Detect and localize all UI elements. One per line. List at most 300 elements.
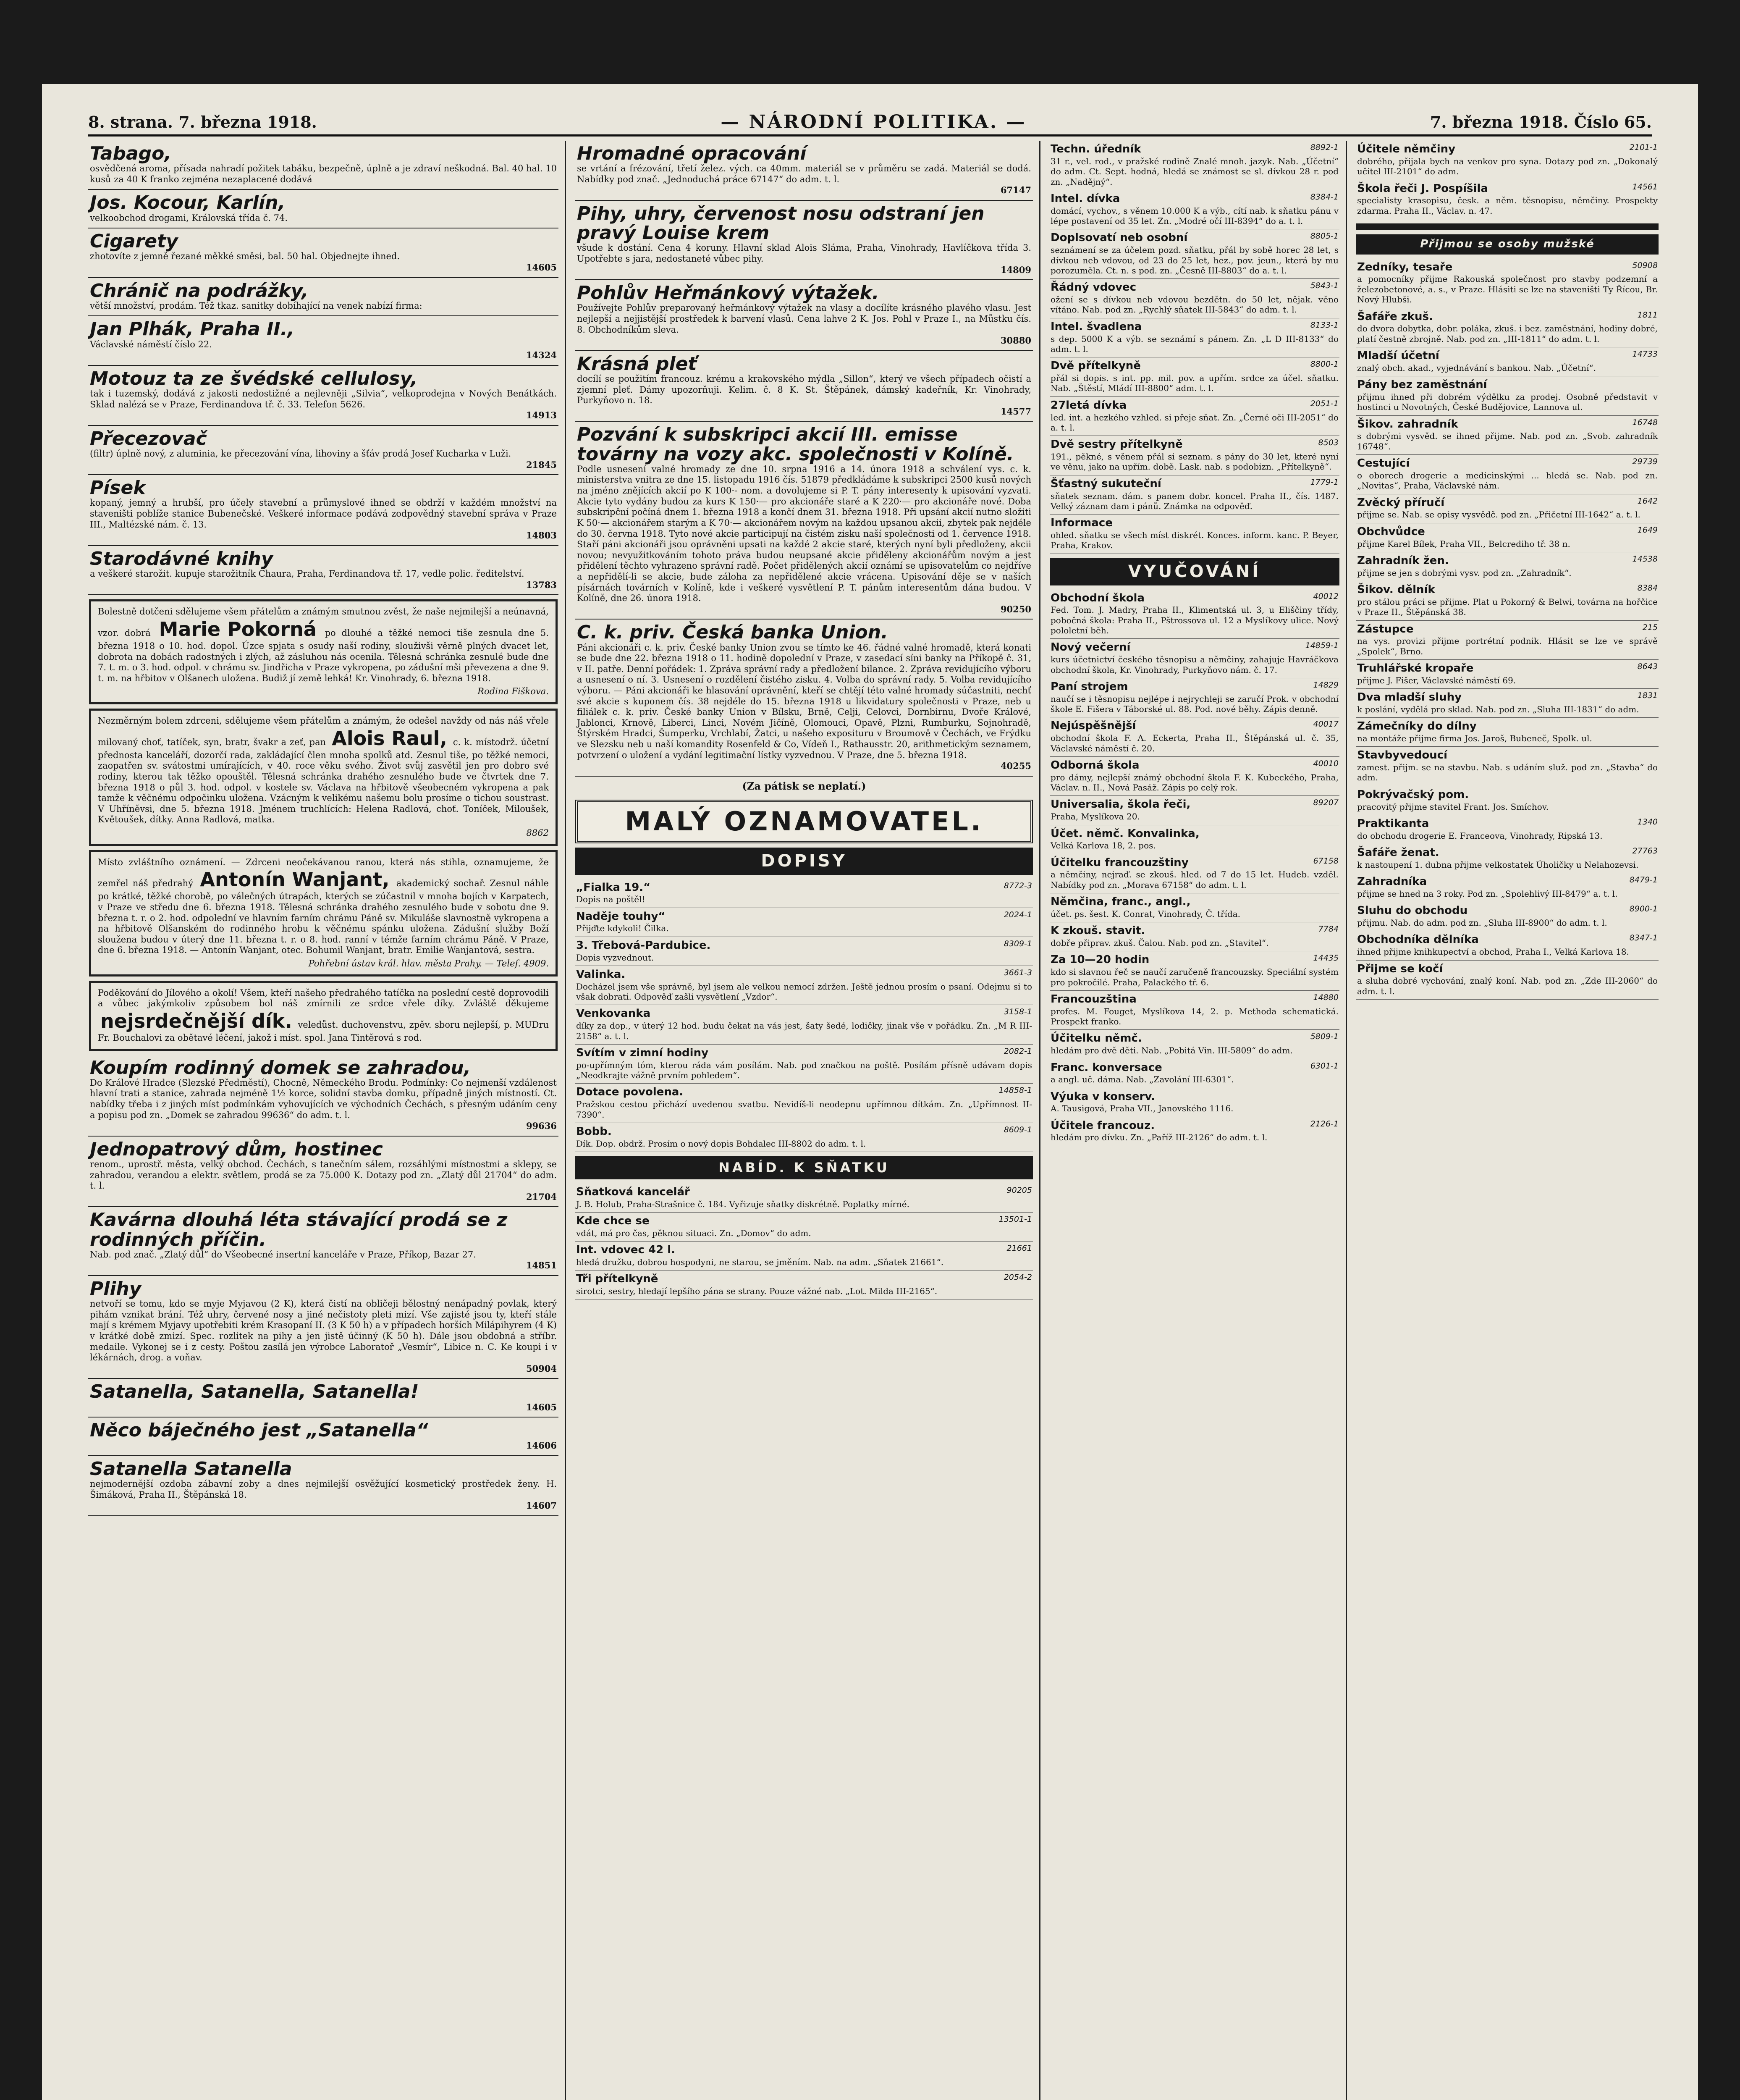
classified-text: a němčiny, nejraď. se zkouš. hled. od 7 do 15 let. Hudeb. vzděl. Nabídky pod zn. „Morava 67158“ do adm. t. l. bbox=[1051, 869, 1339, 890]
classified-keyword: Intel. dívka bbox=[1051, 192, 1120, 205]
classified-keyword-line bbox=[1051, 798, 1339, 811]
classified-ref-number: 29739 bbox=[1632, 457, 1658, 467]
classified-ref-number: 215 bbox=[1642, 622, 1658, 632]
ad-headline: Jos. Kocour, Karlín, bbox=[90, 192, 286, 214]
advertisement bbox=[88, 546, 558, 595]
ad-number: 14851 bbox=[526, 1260, 557, 1271]
classified-keyword: Naděje touhy“ bbox=[576, 910, 666, 923]
classified-ad bbox=[1356, 347, 1659, 376]
classified-ad bbox=[575, 937, 1033, 966]
classified-keyword-line bbox=[1357, 554, 1658, 568]
classified-text: Pražskou cestou přichází uvedenou svatbu. Nevidíš-li neodepnu upřímnou dítkám. Zn. „Upřímnost II-7390“. bbox=[576, 1099, 1032, 1120]
classified-ref-number: 8309-1 bbox=[1004, 939, 1032, 948]
classified-keyword: Dotace povolena. bbox=[576, 1086, 684, 1099]
classified-ref-number: 14538 bbox=[1632, 554, 1658, 564]
ad-number: 40255 bbox=[1000, 761, 1031, 772]
classified-ref-number: 14561 bbox=[1632, 182, 1658, 192]
classified-text: hledá družku, dobrou hospodyni, ne starou, se jměním. Nab. na adm. „Sňatek 21661“. bbox=[576, 1257, 944, 1267]
classified-ref-number: 2101-1 bbox=[1629, 143, 1658, 152]
classified-ref-number: 8772-3 bbox=[1004, 881, 1032, 890]
classified-keyword-line bbox=[1357, 691, 1658, 704]
classified-ad bbox=[575, 1242, 1033, 1270]
classified-keyword: Paní strojem bbox=[1051, 680, 1128, 693]
classified-keyword: Tři přítelkyně bbox=[576, 1273, 658, 1286]
classified-keyword-line bbox=[1357, 846, 1658, 860]
classified-keyword-line bbox=[1357, 378, 1658, 392]
classified-text: a sluha dobré vychování, znalý koní. Nab. pod zn. „Zde III-2060“ do adm. t. l. bbox=[1357, 976, 1658, 996]
obituary-name: Alois Raul, bbox=[332, 727, 447, 750]
classified-text: naučí se i těsnopisu nejlépe i nejrychleji se zaručí Prok. v obchodní škole E. Fišera v Táborské ul. 88. Pod. nové běhy. Zápis denně. bbox=[1051, 693, 1339, 714]
classified-keyword: Universalia, škola řeči, bbox=[1051, 798, 1191, 811]
classified-ad bbox=[1050, 1030, 1339, 1059]
ad-headline: Písek bbox=[90, 477, 146, 499]
classified-ref-number: 8384-1 bbox=[1310, 192, 1339, 202]
classified-ad bbox=[575, 1084, 1033, 1123]
classified-ad bbox=[1050, 436, 1339, 475]
classified-text: kdo si slavnou řeč se naučí zaručeně francouzsky. Speciální systém pro pokročilé. Praha, Palackého tř. 6. bbox=[1051, 967, 1339, 987]
classified-keyword-line bbox=[1357, 457, 1658, 470]
classified-keyword: Int. vdovec 42 l. bbox=[576, 1244, 676, 1257]
classified-ad bbox=[1050, 1117, 1339, 1146]
classified-ad bbox=[575, 879, 1033, 908]
ad-headline: Koupím rodinný domek se zahradou, bbox=[90, 1057, 471, 1079]
classified-ref-number: 40010 bbox=[1313, 759, 1339, 768]
ad-headline: Starodávné knihy bbox=[90, 548, 273, 570]
classified-ref-number: 8133-1 bbox=[1310, 320, 1339, 330]
classified-ad bbox=[1050, 796, 1339, 825]
advertisement bbox=[88, 190, 558, 228]
classified-keyword-line bbox=[1357, 933, 1658, 947]
classified-text: dobře připrav. zkuš. Čalou. Nab. pod zn. „Stavitel“. bbox=[1051, 938, 1269, 948]
classified-keyword: Účitele francouz. bbox=[1051, 1119, 1155, 1132]
ad-headline: Přecezovač bbox=[90, 428, 207, 449]
classified-keyword: Techn. úředník bbox=[1051, 143, 1141, 155]
classified-keyword-line bbox=[1051, 1032, 1339, 1045]
classified-keyword-line bbox=[1051, 192, 1339, 206]
ad-number: 67147 bbox=[1000, 185, 1031, 196]
column-rule bbox=[1346, 141, 1347, 2100]
classified-text: ožení se s dívkou neb vdovou bezdětn. do 50 let, nějak. věno vítáno. Nab. pod zn. „Rychlý sňatek III-5843“ do adm. t. l. bbox=[1051, 294, 1339, 315]
classified-keyword-line bbox=[576, 881, 1032, 895]
section-heading-jobs bbox=[1356, 223, 1659, 230]
classified-keyword: Doplsovatí neb osobní bbox=[1051, 231, 1188, 244]
classified-keyword-line bbox=[1051, 953, 1339, 967]
ad-text: (filtr) úplně nový, z aluminia, ke přecezování vína, lihoviny a šťáv prodá Josef Kucharka v Luži. bbox=[90, 449, 511, 459]
classified-keyword-line bbox=[1051, 993, 1339, 1006]
obituary-body: akademický sochař. Zesnul náhle po krátké, těžké chorobě, po válečných útrapách, kterých se zúčastnil v mnoha bojích v Karpatech, v Praze ve středu dne 6. března 1918. Tělesná schránka drahého zesnulého bude v sobotu dne 9. března t. r. o 2. hod. odpolední ve hlavním farním chrámu Páně sv. Mikuláše slavnostně vykropena a na hřbitově Olšanském do rodinného hrobu k věčnému spánku uložena. Zádušní služby Boží sloužena budou v úterý dne 11. března t. r. o 8. hod. ranní v témže farním chrámu Páně. V Praze, dne 6. března 1918. — Antonín Wanjant, otec. Bohumil Wanjant, bratr. Emilie Wanjantová, sestra. bbox=[98, 878, 549, 956]
ad-number: 30880 bbox=[1000, 335, 1031, 346]
classified-ad bbox=[1050, 678, 1339, 718]
classified-keyword-line bbox=[1051, 719, 1339, 733]
classified-keyword-line bbox=[1051, 231, 1339, 245]
classified-ad bbox=[1050, 825, 1339, 854]
classified-text: led. int. a hezkého vzhled. si přeje sňat. Zn. „Černé oči III-2051“ do a. t. l. bbox=[1051, 412, 1339, 433]
classified-keyword: Zahradníka bbox=[1357, 875, 1427, 888]
classified-ref-number: 8503 bbox=[1318, 438, 1339, 448]
classified-text: k poslání, vydělá pro sklad. Nab. pod zn. „Sluha III-1831“ do adm. bbox=[1357, 704, 1639, 714]
classified-ref-number: 1642 bbox=[1637, 496, 1658, 506]
classified-ref-number: 13501-1 bbox=[998, 1215, 1032, 1224]
classified-text: specialisty krasopisu, česk. a něm. těsnopisu, němčiny. Prospekty zdarma. Praha II., Václav. n. 47. bbox=[1357, 195, 1658, 216]
classified-ref-number: 8479-1 bbox=[1629, 875, 1658, 885]
classified-keyword: Šafáře ženat. bbox=[1357, 846, 1439, 859]
classified-keyword-line bbox=[1357, 310, 1658, 324]
obituary-box bbox=[89, 599, 558, 704]
classified-keyword: Francouzština bbox=[1051, 992, 1137, 1005]
ad-headline: C. k. priv. Česká banka Union. bbox=[577, 622, 888, 643]
obituary-body: c. k. místodrž. účetní přednosta kanceláří, dozorčí rada, zakládající člen mnoha spolků atd. Zesnul tiše, po těžké nemoci, zaopatřen sv. svátostmi umírajících, v 40. roce věku svého. Život svůj zasvětil jen pro dobro své rodiny, kterou tak těžko opouštěl. Tělesná schránka drahého zesnulého bude ve čtvrtek dne 7. března 1918 o půl 3. hod. odpol. v kostele sv. Václava na hřbitově všeobecném vykropena a pak tamže k věčnému odpočinku uložena. Vzácným k velikému našemu bolu prosíme o tichou soustrast. V Uhříněvsi, dne 5. března 1918. Jménem truchlících: Helena Radlová, choť. Toníček, Miloušek, Květoušek, dítky. Anna Radlová, matka. bbox=[98, 737, 549, 825]
classified-ref-number: 14435 bbox=[1313, 953, 1339, 963]
classified-keyword: Sňatková kancelář bbox=[576, 1186, 690, 1199]
classified-keyword: Obchodní škola bbox=[1051, 591, 1145, 604]
column-rule bbox=[1039, 141, 1040, 2100]
classified-ref-number: 2024-1 bbox=[1004, 910, 1032, 919]
obituary-intro: Bolestně dotčeni sdělujeme všem přátelům a známým smutnou zvěst, že naše nejmilejší a neúnavná, vzor. dobrá bbox=[98, 606, 549, 638]
classified-keyword: Svítím v zimní hodiny bbox=[576, 1046, 709, 1059]
ad-number: 14913 bbox=[526, 410, 557, 421]
classified-keyword: Němčina, franc., angl., bbox=[1051, 895, 1191, 908]
classified-text: 31 r., vel. rod., v pražské rodině Znalé mnoh. jazyk. Nab. „Účetní“ do adm. Ct. Sept. hodná, hledá se známost se sl. dívkou 28 r. pod zn. „Nadějný“. bbox=[1051, 156, 1339, 187]
classified-ref-number: 50908 bbox=[1632, 260, 1658, 270]
classified-ad bbox=[1356, 689, 1659, 718]
ad-number: 21845 bbox=[526, 459, 557, 470]
classified-keyword-line bbox=[1357, 963, 1658, 976]
classified-ad bbox=[1050, 318, 1339, 358]
classified-text: Praha, Myslíkova 20. bbox=[1051, 811, 1140, 822]
classified-ad bbox=[1356, 844, 1659, 873]
classified-text: hledám pro dvě děti. Nab. „Pobitá Vin. III-5809“ do adm. bbox=[1051, 1045, 1293, 1056]
ad-number: 50904 bbox=[526, 1363, 557, 1374]
advertisement bbox=[88, 278, 558, 317]
classified-ref-number: 14858-1 bbox=[998, 1086, 1032, 1095]
classified-keyword-line bbox=[1357, 418, 1658, 431]
advertisement bbox=[88, 1379, 558, 1418]
ad-headline: Něco báječného jest „Satanella“ bbox=[90, 1420, 428, 1441]
classified-text: pracovitý přijme stavitel Frant. Jos. Smíchov. bbox=[1357, 801, 1549, 812]
classified-keyword: Stavbyvedoucí bbox=[1357, 749, 1448, 762]
column-4 bbox=[1356, 141, 1659, 2100]
advertisement bbox=[575, 351, 1033, 422]
classified-keyword: Účet. němč. Konvalinka, bbox=[1051, 827, 1200, 840]
ad-headline: Kavárna dlouhá léta stávající prodá se z rodinných příčin. bbox=[90, 1209, 508, 1250]
classified-ad bbox=[1050, 639, 1339, 678]
classified-keyword: Dvě přítelkyně bbox=[1051, 360, 1141, 373]
obituary-body: po dlouhé a těžké nemoci tiše zesnula dne 5. března 1918 o 10. hod. dopol. Úzce spjata s osudy naší rodiny, slouživši věrně plných dvacet let, dobrota na dobách radostných i zlých, až zásluhou nás ocenila. Tělesná schránka zesnulé bude dne 7. t. m. o 3. hod. odpol. v chrámu sv. Jindřicha v Praze vykropena, po zádušní mši převezena a dne 9. t. m. na hřbitov v Olšanech uložena. Budiž jí země lehká! Kr. Vinohrady, 6. března 1918. bbox=[98, 627, 549, 683]
masthead: — NÁRODNÍ POLITIKA. — bbox=[721, 111, 1027, 133]
ad-headline: Krásná pleť bbox=[577, 353, 697, 375]
classified-ad bbox=[1356, 660, 1659, 689]
classified-keyword: Mladší účetní bbox=[1357, 349, 1439, 362]
classified-keyword: Zvěcký příručí bbox=[1357, 496, 1445, 509]
classified-keyword-line bbox=[1357, 182, 1658, 196]
classified-ad bbox=[1050, 190, 1339, 230]
advertisement bbox=[88, 475, 558, 546]
advertisement bbox=[575, 141, 1033, 201]
classified-ad bbox=[575, 1005, 1033, 1045]
obituary-box bbox=[89, 850, 558, 976]
classified-keyword-line bbox=[1357, 143, 1658, 156]
classified-keyword: Nejúspěšnější bbox=[1051, 719, 1136, 732]
column-1 bbox=[88, 141, 558, 2100]
classified-ad bbox=[575, 908, 1033, 937]
ad-headline: Jednopatrový dům, hostinec bbox=[90, 1138, 383, 1160]
classified-ad bbox=[1356, 523, 1659, 552]
ad-text: Páni akcionáři c. k. priv. České banky Union zvou se tímto ke 46. řádné valné hromadě, která konati se bude dne 22. března 1918 o 11. hodině dopolední v Praze, v zasedací síni banky na Příkopě č. 31, v II. patře. Denní pořádek: 1. Zpráva správní rady a předložení bilance. 2. Zpráva revidujícího výboru a usnesení o ní. 3. Usnesení o rozdělení čistého zisku. 4. Volba do správní rady. 5. Volba revidujícího výboru. — Páni akcionáři ke hlasování oprávnění, kteří se chtějí této valné hromady súčastniti, nechť své akcie s kuponem čís. 38 nejdéle do 15. března 1918 u likvidatury společnosti v Praze, neb u filiálek c. k. priv. České banky Union v Bílsku, Brně, Celji, Celovci, Dornbirnu, Dvoře Králové, Jablonci, Krnově, Liberci, Linci, Novém Jičíně, Olomouci, Opavě, Plzni, Rumburku, Sojnohradě, Štýrském Hradci, Šumperku, Vrchlabí, Žatci, u našeho exposituru v Broumově v Čechách, ve Frýdku ve Slezsku neb u naší komandity Rosenfeld & Co, Vídeň I., Rathausstr. 20, arithmetickým seznamem, potvrzení o uložení a vydání legitimační lístky vyzvednou. V Praze, dne 5. března 1918. bbox=[577, 642, 1031, 760]
obituary-name: Marie Pokorná bbox=[159, 617, 317, 640]
classified-keyword-line bbox=[1357, 261, 1658, 274]
ad-text: Václavské náměstí číslo 22. bbox=[90, 339, 212, 349]
classified-ad bbox=[1356, 494, 1659, 523]
ad-number: 14606 bbox=[526, 1440, 557, 1451]
classified-keyword: Cestující bbox=[1357, 457, 1410, 470]
ad-number: 14803 bbox=[526, 530, 557, 541]
classified-keyword-line bbox=[1051, 1119, 1339, 1133]
section-heading-letters: DOPISY bbox=[575, 848, 1033, 875]
classified-ad bbox=[1356, 376, 1659, 416]
classified-keyword-line bbox=[1357, 662, 1658, 675]
classified-keyword-line bbox=[1357, 583, 1658, 597]
ad-text: Do Králové Hradce (Slezské Předměstí), Chocně, Německého Brodu. Podmínky: Co nejmenší vzdálenost hlavní trati a stanice, zahrada nejméně 1½ korce, solidní stavba domku, případně jiných místností. Ct. nabídky třeba i z jiných míst podmínkám vyhovujících ve východních Čechách, s přesným udáním ceny a popisu pod zn. „Domek se zahradou 99636“ do adm. t. l. bbox=[90, 1077, 557, 1120]
classified-text: Docházel jsem vše správně, byl jsem ale velkou nemocí zdržen. Ještě jednou prosím o psaní. Odejmu si to však dobrati. Odpověď zašli vysvětlení „Vzdor“. bbox=[576, 981, 1032, 1002]
classified-ad bbox=[1050, 590, 1339, 639]
classified-ref-number: 8347-1 bbox=[1629, 933, 1658, 943]
classified-keyword-line bbox=[1051, 320, 1339, 334]
classified-ref-number: 8805-1 bbox=[1310, 231, 1339, 241]
classified-text: Přijďte kdykoli! Čilka. bbox=[576, 923, 669, 934]
advertisement bbox=[88, 1137, 558, 1208]
classified-ref-number: 1811 bbox=[1637, 310, 1658, 320]
classified-ad bbox=[1050, 229, 1339, 279]
ad-text: Používejte Pohlův preparovaný heřmánkový výtažek na vlasy a docílíte krásného plavého vlasu. Jest nejlepší a nejjistější prostředek k barvení vlasů. Cena lahve 2 K. Jos. Pohl v Praze I., na Můstku čís. 8. Obchodníkům sleva. bbox=[577, 303, 1031, 335]
classified-keyword: Řádný vdovec bbox=[1051, 281, 1137, 294]
classified-text: přijmu. Nab. do adm. pod zn. „Sluha III-8900“ do adm. t. l. bbox=[1357, 918, 1607, 928]
classified-ad bbox=[1356, 747, 1659, 786]
classified-keyword: Zástupce bbox=[1357, 622, 1414, 635]
classified-ad bbox=[1356, 902, 1659, 931]
section-heading-education: VYUČOVÁNÍ bbox=[1050, 558, 1339, 585]
classified-keyword: Kde chce se bbox=[576, 1215, 650, 1228]
classified-text: domácí, vychov., s věnem 10.000 K a výb., cítí nab. k sňatku pánu v lépe postavení od 35 let. Zn. „Modré očí III-8394“ do a. t. l. bbox=[1051, 205, 1339, 226]
classified-text: účet. ps. šest. K. Conrat, Vinohrady, Č. třída. bbox=[1051, 908, 1241, 919]
classified-keyword: Účitelku němč. bbox=[1051, 1032, 1142, 1045]
ad-headline: Pohlův Heřmánkový výtažek. bbox=[577, 282, 879, 304]
classified-ad bbox=[575, 966, 1033, 1005]
ad-number: 99636 bbox=[526, 1121, 557, 1131]
classified-text: sňatek seznam. dám. s panem dobr. koncel. Praha II., čís. 1487. Velký záznam dam i pánů. Známka na odpověď. bbox=[1051, 491, 1339, 511]
classified-keyword-line bbox=[1051, 478, 1339, 491]
classified-text: s dep. 5000 K a výb. se seznámí s pánem. Zn. „L D III-8133“ do adm. t. l. bbox=[1051, 333, 1339, 354]
obituary-signature: Pohřební ústav král. hlav. města Prahy. — Telef. 4909. bbox=[308, 958, 549, 969]
classified-keyword: Dva mladší sluhy bbox=[1357, 691, 1462, 704]
classified-ad bbox=[1050, 757, 1339, 796]
ad-text: velkoobchod drogami, Královská třída č. 74. bbox=[90, 213, 288, 223]
classified-ad bbox=[1356, 718, 1659, 747]
classified-ad bbox=[1356, 786, 1659, 815]
classified-ad bbox=[1050, 893, 1339, 922]
classified-ref-number: 3158-1 bbox=[1004, 1007, 1032, 1017]
classified-ref-number: 1649 bbox=[1637, 525, 1658, 535]
classified-text: vdát, má pro čas, pěknou situaci. Zn. „Domov“ do adm. bbox=[576, 1228, 811, 1238]
ad-text: renom., uprostř. města, velký obchod. Čechách, s tanečním sálem, rozsáhlými místnostmi a sklepy, se zahradou, verandou a elektr. světlem, prodá se za 75.000 K. Dotazy pod zn. „Zlatý důl 21704“ do adm. t. l. bbox=[90, 1159, 557, 1191]
section-heading-marriage: NABÍD. K SŇATKU bbox=[575, 1156, 1033, 1179]
obituary-intro: Místo zvláštního oznámení. — Zdrceni neočekávanou ranou, která nás stihla, oznamujeme, že zemřel náš předrahý bbox=[98, 857, 549, 889]
classified-keyword: Zahradník žen. bbox=[1357, 554, 1449, 567]
classified-keyword-line bbox=[1051, 592, 1339, 605]
ad-headline: Pihy, uhry, červenost nosu odstraní jen pravý Louise krem bbox=[577, 203, 985, 244]
classified-keyword: Truhlářské kropaře bbox=[1357, 662, 1474, 675]
classified-keyword: Franc. konversace bbox=[1051, 1061, 1162, 1074]
ad-number: 13783 bbox=[526, 579, 557, 590]
classified-text: Dopis na poštěl! bbox=[576, 894, 645, 905]
classified-ad bbox=[1050, 475, 1339, 515]
classified-text: do obchodu drogerie E. Franceova, Vinohrady, Ripská 13. bbox=[1357, 830, 1603, 841]
classified-keyword-line bbox=[576, 968, 1032, 982]
classified-ref-number: 8643 bbox=[1637, 662, 1658, 672]
classified-keyword: Šťastný sukuteční bbox=[1051, 477, 1161, 490]
classified-keyword-line bbox=[576, 1125, 1032, 1139]
classified-keyword-line bbox=[1357, 817, 1658, 831]
classified-ad bbox=[1356, 416, 1659, 455]
classified-keyword: Zámečníky do dílny bbox=[1357, 720, 1477, 733]
ad-headline: Satanella Satanella bbox=[90, 1458, 292, 1480]
classified-ref-number: 1779-1 bbox=[1310, 477, 1339, 487]
classified-text: ohled. sňatku se všech míst diskrét. Konces. inform. kanc. P. Beyer, Praha, Krakov. bbox=[1051, 530, 1339, 551]
column-3 bbox=[1050, 141, 1339, 2100]
classified-keyword-line bbox=[1051, 924, 1339, 938]
ad-text: kopaný, jemný a hrubší, pro účely stavební a průmyslové ihned se obdrží v každém množství na staveništi poblíže stanice Bubenečské. Veškeré informace podává zodpovědný stavební správa v Praze III., Maltézské nám. č. 13. bbox=[90, 498, 557, 530]
classified-ref-number: 2082-1 bbox=[1004, 1046, 1032, 1056]
classified-keyword-line bbox=[1051, 680, 1339, 694]
classified-keyword: Šafáře zkuš. bbox=[1357, 310, 1433, 323]
classified-keyword: Přijme se kočí bbox=[1357, 962, 1443, 975]
ad-text: nejmodernější ozdoba zábavní zoby a dnes nejmilejší osvěžující kosmetický prostředek ženy. H. Šimáková, Praha II., Štěpánská 18. bbox=[90, 1479, 557, 1500]
classified-text: Fed. Tom. J. Madry, Praha II., Klimentská ul. 3, u Eliščiny třídy, pobočná škola: Praha II., Pštrossova ul. 12 a Myslíkovy ulice. Nový pololetní běh. bbox=[1051, 605, 1339, 636]
classified-keyword: Obchvůdce bbox=[1357, 525, 1425, 538]
ad-headline: Hromadné opracování bbox=[577, 143, 807, 164]
ad-text: větší množství, prodám. Též tkaz. sanitky dobíhající na venek nabízí firma: bbox=[90, 300, 422, 311]
classified-keyword: Intel. švadlena bbox=[1051, 320, 1142, 333]
classified-ad bbox=[1356, 815, 1659, 844]
classified-text: zamest. přijm. se na stavbu. Nab. s udáním služ. pod zn. „Stavba“ do adm. bbox=[1357, 762, 1658, 783]
classified-keyword: 3. Třebová-Pardubice. bbox=[576, 939, 711, 952]
classified-text: Dík. Dop. obdrž. Prosím o nový dopis Bohdalec III-8802 do adm. t. l. bbox=[576, 1138, 866, 1149]
ad-headline: Chránič na podrážky, bbox=[90, 280, 309, 302]
classified-text: a angl. uč. dáma. Nab. „Zavolání III-6301“. bbox=[1051, 1074, 1234, 1085]
classified-text: po-upřímným tóm, kterou ráda vám posílám. Nab. pod značkou na poště. Posílám přísně udávam dopis „Neodkrajte vážně prvním pohledem“. bbox=[576, 1060, 1032, 1080]
classified-keyword: Výuka v konserv. bbox=[1051, 1090, 1156, 1103]
advertisement bbox=[88, 1418, 558, 1456]
advertisement bbox=[88, 1276, 558, 1379]
classified-ad bbox=[1356, 180, 1659, 220]
classified-ad bbox=[1356, 259, 1659, 308]
ad-text: docílí se použitím francouz. krému a krakovského mýdla „Sillon“, který ve všech případech očistí a zjemní pleť. Dámy upozorňuji. Kelim. č. 8 K. St. Štěpánek, dámský kadeřník, Kr. Vinohrady, Purkyňovo n. 18. bbox=[577, 374, 1031, 406]
classified-ref-number: 8609-1 bbox=[1004, 1125, 1032, 1134]
classified-keyword: Škola řeči J. Pospíšila bbox=[1357, 182, 1488, 195]
classified-ad bbox=[1356, 141, 1659, 180]
advertisement bbox=[88, 141, 558, 190]
classified-ref-number: 5809-1 bbox=[1310, 1032, 1339, 1042]
classified-keyword-line bbox=[1051, 641, 1339, 654]
classified-keyword-line bbox=[1051, 759, 1339, 772]
header-left: 8. strana. 7. března 1918. bbox=[88, 112, 317, 131]
ad-text: osvědčená aroma, přísada nahradí požitek tabáku, bezpečně, úplně a je zdraví neškodná. Bal. 40 hal. 10 kusů za 40 K franko zejména nezaplacené dodává bbox=[90, 163, 557, 184]
advertisement bbox=[88, 1055, 558, 1137]
classified-keyword-line bbox=[1051, 438, 1339, 452]
classified-ad bbox=[575, 1184, 1033, 1213]
classified-ref-number: 7784 bbox=[1318, 924, 1339, 934]
classified-ref-number: 40012 bbox=[1313, 591, 1339, 601]
classified-keyword-line bbox=[1051, 143, 1339, 156]
classified-text: přijmu ihned při dobrém výdělku za prodej. Osobně představit v hostinci u Novotných, České Budějovice, Lannova ul. bbox=[1357, 391, 1658, 412]
advertisement bbox=[88, 228, 558, 278]
classified-keyword: K zkouš. stavit. bbox=[1051, 924, 1145, 937]
classified-ad bbox=[1356, 873, 1659, 902]
classified-ref-number: 14733 bbox=[1632, 349, 1658, 359]
classified-keyword-line bbox=[1357, 525, 1658, 539]
classified-keyword-line bbox=[1357, 749, 1658, 762]
column-2 bbox=[575, 141, 1033, 2100]
classified-ad bbox=[575, 1270, 1033, 1299]
classified-ref-number: 90205 bbox=[1006, 1186, 1032, 1195]
classified-text: přijme J. Fišer, Václavské náměstí 69. bbox=[1357, 675, 1516, 685]
classified-ref-number: 2051-1 bbox=[1310, 399, 1339, 408]
classified-text: přál si dopis. s int. pp. mil. pov. a upřím. srdce za účel. sňatku. Nab. „Štěstí, Mládí III-8800“ adm. t. l. bbox=[1051, 373, 1339, 394]
classified-text: sirotci, sestry, hledají lepšího pána se strany. Pouze vážné nab. „Lot. Milda III-2165“. bbox=[576, 1286, 938, 1297]
advertisement bbox=[88, 316, 558, 365]
classified-ad bbox=[1050, 397, 1339, 436]
advertisement bbox=[88, 426, 558, 475]
classified-ad bbox=[1050, 991, 1339, 1030]
classified-keyword-line bbox=[576, 1086, 1032, 1099]
classified-ad bbox=[1050, 717, 1339, 757]
classified-text: k nastoupení 1. dubna přijme velkostatek Úholičky u Nelahozevsi. bbox=[1357, 859, 1639, 870]
classified-ref-number: 8892-1 bbox=[1310, 143, 1339, 152]
classified-text: Dopis vyzvednout. bbox=[576, 952, 654, 963]
classified-ref-number: 40017 bbox=[1313, 719, 1339, 729]
classified-ad bbox=[1356, 308, 1659, 348]
classified-ad bbox=[1050, 514, 1339, 554]
classifieds-banner: MALÝ OZNAMOVATEL. bbox=[575, 800, 1033, 843]
ad-number: 14605 bbox=[526, 262, 557, 273]
section-subheading-men: Přijmou se osoby mužské bbox=[1356, 234, 1659, 255]
classified-text: kurs účetnictví českého těsnopisu a němčiny, zahajuje Havráčkova obchodní škola, Kr. Vinohrady, Purkyňovo nám. č. 17. bbox=[1051, 654, 1339, 675]
classified-text: díky za dop., v úterý 12 hod. budu čekat na vás jest, šaty šedé, lodičky, jinak vše v pořádku. Zn. „M R III-2158“ a. t. l. bbox=[576, 1021, 1032, 1041]
classified-ref-number: 2126-1 bbox=[1310, 1119, 1339, 1129]
classified-ref-number: 5843-1 bbox=[1310, 281, 1339, 291]
ad-text: Nab. pod znač. „Zlatý důl“ do Všeobecné insertní kanceláře v Praze, Příkop, Bazar 27. bbox=[90, 1249, 476, 1260]
classified-ad bbox=[1356, 455, 1659, 494]
classified-ad bbox=[1356, 931, 1659, 960]
classified-keyword-line bbox=[1357, 875, 1658, 889]
advertisement bbox=[575, 620, 1033, 777]
classified-text: pro dámy, nejlepší známý obchodní škola F. K. Kubeckého, Praha, Václav. n. II., Nová Pasáž. Zápis po celý rok. bbox=[1051, 772, 1339, 793]
classified-ad bbox=[1050, 279, 1339, 318]
classified-ref-number: 89207 bbox=[1313, 798, 1339, 808]
classified-ref-number: 14859-1 bbox=[1305, 641, 1339, 651]
classified-keyword: Pány bez zaměstnání bbox=[1357, 378, 1487, 391]
classified-keyword: Šikov. zahradník bbox=[1357, 417, 1458, 430]
classified-keyword: Šikov. dělník bbox=[1357, 583, 1435, 596]
classified-keyword: Nový večerní bbox=[1051, 641, 1131, 654]
ad-number: 21704 bbox=[526, 1191, 557, 1202]
classified-ref-number: 8800-1 bbox=[1310, 360, 1339, 369]
ad-number: 14605 bbox=[526, 1402, 557, 1412]
advertisement bbox=[88, 1207, 558, 1276]
classified-ad bbox=[575, 1045, 1033, 1084]
classified-ref-number: 3661-3 bbox=[1004, 968, 1032, 977]
thanks-intro: Poděkování do Jílového a okolí! Všem, kteří našeho předrahého tatíčka na poslední cestě doprovodili a vůbec jakýmkoliv způsobem bol náš zmírnili ze srdce vřele díky. Zvláště děkujeme bbox=[98, 987, 549, 1009]
classified-keyword-line bbox=[1051, 827, 1339, 841]
